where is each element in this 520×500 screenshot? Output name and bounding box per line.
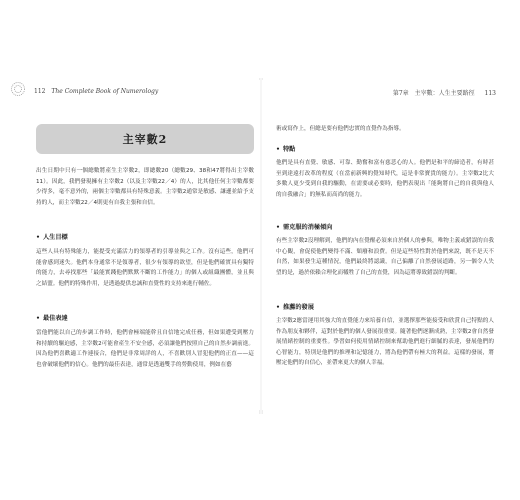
bullet-icon: • [276, 304, 280, 311]
chapter-heading-box [36, 124, 254, 154]
left-running-head [30, 88, 158, 95]
section-heading-text: 最佳表達 [42, 315, 68, 322]
sun-ornament-icon [10, 81, 26, 97]
bullet-icon: • [276, 146, 280, 153]
left-page [10, 80, 260, 410]
right-page [262, 80, 512, 410]
section-heading-text: 特點 [282, 146, 296, 153]
section-heading [36, 232, 68, 241]
continued-paragraph: 術或寫作上，但總是要有他們忠實的直覺作為指導。 [276, 126, 405, 132]
section-heading [276, 302, 314, 311]
bullet-icon: • [36, 315, 40, 322]
section-heading [36, 313, 68, 322]
section-heading-text: 推薦的發展 [282, 304, 314, 311]
section-paragraph: 他們是具有直覺、敏感、可靠、勤奮和富有慈悲心的人。他們是和平的締造者，有時甚至到達遠打改革的程度（在當前新興的覺知時代，這是非常寶貴的能力）。主宰數2比大多數人更少受到自我的驅動，在需要或必要時，他們表現出「能夠將自己的自我與他人的自我融合」的無私而高尚的能力。 [276, 160, 494, 198]
section-heading-text: 人生目標 [42, 234, 68, 241]
section-paragraph: 當他們能以自己的步調工作時，他們會極端能幹且自信地完成任務，但如果遭受到壓力和持續的驅迫感，主宰數2可能會產生不安全感，必須讓他們按照自己的自然步調前進。因為他們喜歡適工作連接合，他們是非常周詳的人，不喜歡別人冒犯他們的正直——這也會破壞他們的信心。他們的最佳表達，通常是透過雙手的勞動使用，例如在藝 [36, 330, 254, 368]
bullet-icon: • [36, 234, 40, 241]
right-page-number: 113 [484, 90, 496, 97]
book-title: The Complete Book of Numerology [51, 88, 159, 95]
section-paragraph: 這些人具有特殊能力，能提受充滿活力的領導者的引導並與之工作。沒有這些，他們可能會感到迷失。他們本身通常不是領導者，很少有領導的欲望，但是他們確實具有獨特的能力，去尋找那些「最能實踐他們默默不斷的工作能力」的個人或組織團體，並且與之結盟。他們的特殊作用，是透過提供忠誠和直覺性的支持來進行輔佐。 [36, 249, 254, 287]
section-heading [276, 144, 295, 153]
bullet-icon: • [276, 224, 280, 231]
section-paragraph: 有些主宰數2沒理解到，他們的內在覺醒必須來自於個人的參與，唯物主義或錯誤的自我中心觀，會促使他們變得不滿、頹廢和浪費。但是這些特性對於他們來說，既不是天不自然，如果發生這種情況，他們最終將認識，自己偏離了自然發展道路，另一個令人失望的是，過於依賴合理化而犧牲了自己的直覺，因為這將導致錯誤的判斷。 [276, 238, 494, 276]
right-running-head [393, 88, 500, 97]
left-page-number: 112 [34, 88, 46, 95]
chapter-title: 主宰數：人生主要路徑 [414, 90, 475, 97]
intro-paragraph: 出生日期中只有一個總數將產生主宰數2，即總數20（總數29、38和47將得出主宰數11）。因此，我們發現擁有主宰數2（以及主宰數22／4）的人，比其他任何主宰數都要少得多，毫不意外的，兩個主宰數都具有特殊意義。主宰數2通常是敏感、謙遜並給予支持的人，而主宰數22／4則更有自我主張和自信。 [36, 168, 254, 206]
chapter-label: 第7章 [392, 90, 409, 97]
section-heading [276, 222, 332, 231]
chapter-heading: 主宰數2 [122, 133, 168, 146]
section-heading-text: 需克服的消極傾向 [282, 224, 333, 231]
section-paragraph: 主宰數2應當運用其強大的直覺能力來培養自信，並選擇那些能接受和欣賞自己特點的人作為朋友和夥伴，這對於他們的個人發展很重要。隨著他們逐漸成熟，主宰數2會自然發展情緒控制的重要性。學習如何使用情緒控制來幫助他們進行細膩的表達，發展他們的心智能力，特別是他們的推理和記憶能力，將為他們帶有極大的利益。這樣的發展，將壓定他們的自信心，並帶來更大的個人幸福。 [276, 318, 494, 367]
